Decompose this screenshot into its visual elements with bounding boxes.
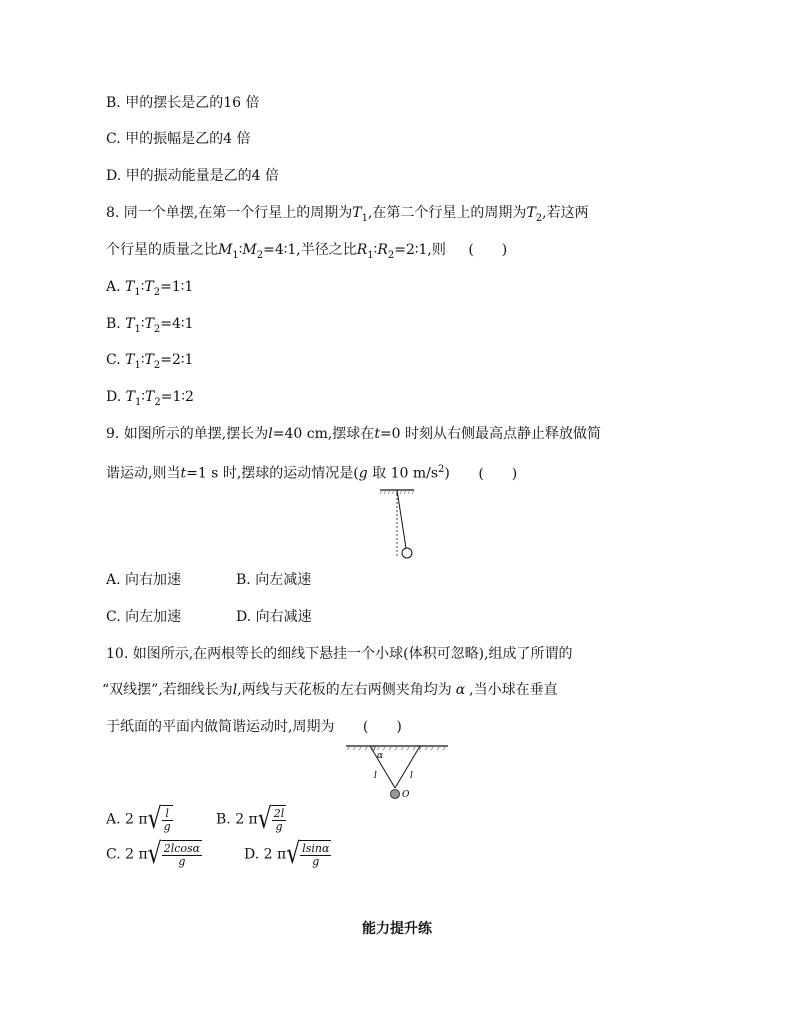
q9-option-b: B. 向左减速 [236, 572, 312, 588]
q10-option-b: B. 2 π√ $\frac{2l}{g}$ [216, 802, 285, 836]
q8-stem-line1: 8. 同一个单摆,在第一个行星上的周期为$T_1$,在第二个行星上的周期为$T_2$,若这两 [106, 205, 589, 224]
q9-stem-line1: 9. 如图所示的单摆,摆长为l=40 cm,摆球在t=0 时刻从右侧最高点静止释放做简 [106, 426, 602, 442]
q7-option-c: C. 甲的振幅是乙的4 倍 [106, 131, 251, 147]
q10-option-d: D. 2 π√ $\frac{lsin\alpha}{g}$ [244, 837, 330, 871]
answer-bracket: ( ) [362, 719, 402, 735]
fig-o-label: O [402, 790, 410, 800]
q10-option-c: C. 2 π√ $\frac{2lcos\alpha}{g}$ [106, 837, 201, 871]
q9-option-a: A. 向右加速 [106, 572, 182, 588]
q10-stem-line2: “双线摆”,若细线长为l,两线与天花板的左右两侧夹角均为 α ,当小球在垂直 [102, 682, 558, 698]
q9-pendulum-figure [378, 488, 428, 562]
q8-option-a: A. $T_1∶T_2=1∶1$ [106, 279, 194, 298]
answer-bracket: ( ) [468, 242, 508, 258]
answer-bracket: ( ) [478, 465, 518, 482]
q8-stem-line2: 个行星的质量之比$M_1∶M_2=4∶1$,半径之比$R_1∶R_2=2∶1$,则 ( ) [106, 242, 508, 261]
q9-stem-line2: 谐运动,则当t=1 s 时,摆球的运动情况是(g 取 10 $m/s^2$) ( ) [106, 464, 518, 482]
q7-option-b: B. 甲的摆长是乙的16 倍 [106, 95, 260, 111]
fig-l-right-label: l [410, 771, 413, 781]
q8-option-d: D. $T_1∶T_2=1∶2$ [106, 389, 194, 408]
q8-option-b: B. $T_1∶T_2=4∶1$ [106, 316, 194, 335]
fig-l-left-label: l [374, 771, 377, 781]
q7-option-d: D. 甲的振动能量是乙的4 倍 [106, 168, 279, 184]
q9-option-d: D. 向右减速 [236, 609, 312, 625]
q9-option-c: C. 向左加速 [106, 609, 182, 625]
q8-option-c: C. $T_1∶T_2=2∶1$ [106, 352, 194, 371]
fig-alpha-label: α [377, 751, 384, 761]
q10-stem-line1: 10. 如图所示,在两根等长的细线下悬挂一个小球(体积可忽略),组成了所谓的 [106, 646, 573, 662]
q10-option-a: A. 2 π√ $\frac{l}{g}$ [106, 802, 171, 836]
section-title: 能力提升练 [362, 921, 432, 937]
q10-stem-line3: 于纸面的平面内做简谐运动时,周期为 ( ) [106, 719, 402, 735]
q10-double-pendulum-figure [344, 742, 450, 802]
